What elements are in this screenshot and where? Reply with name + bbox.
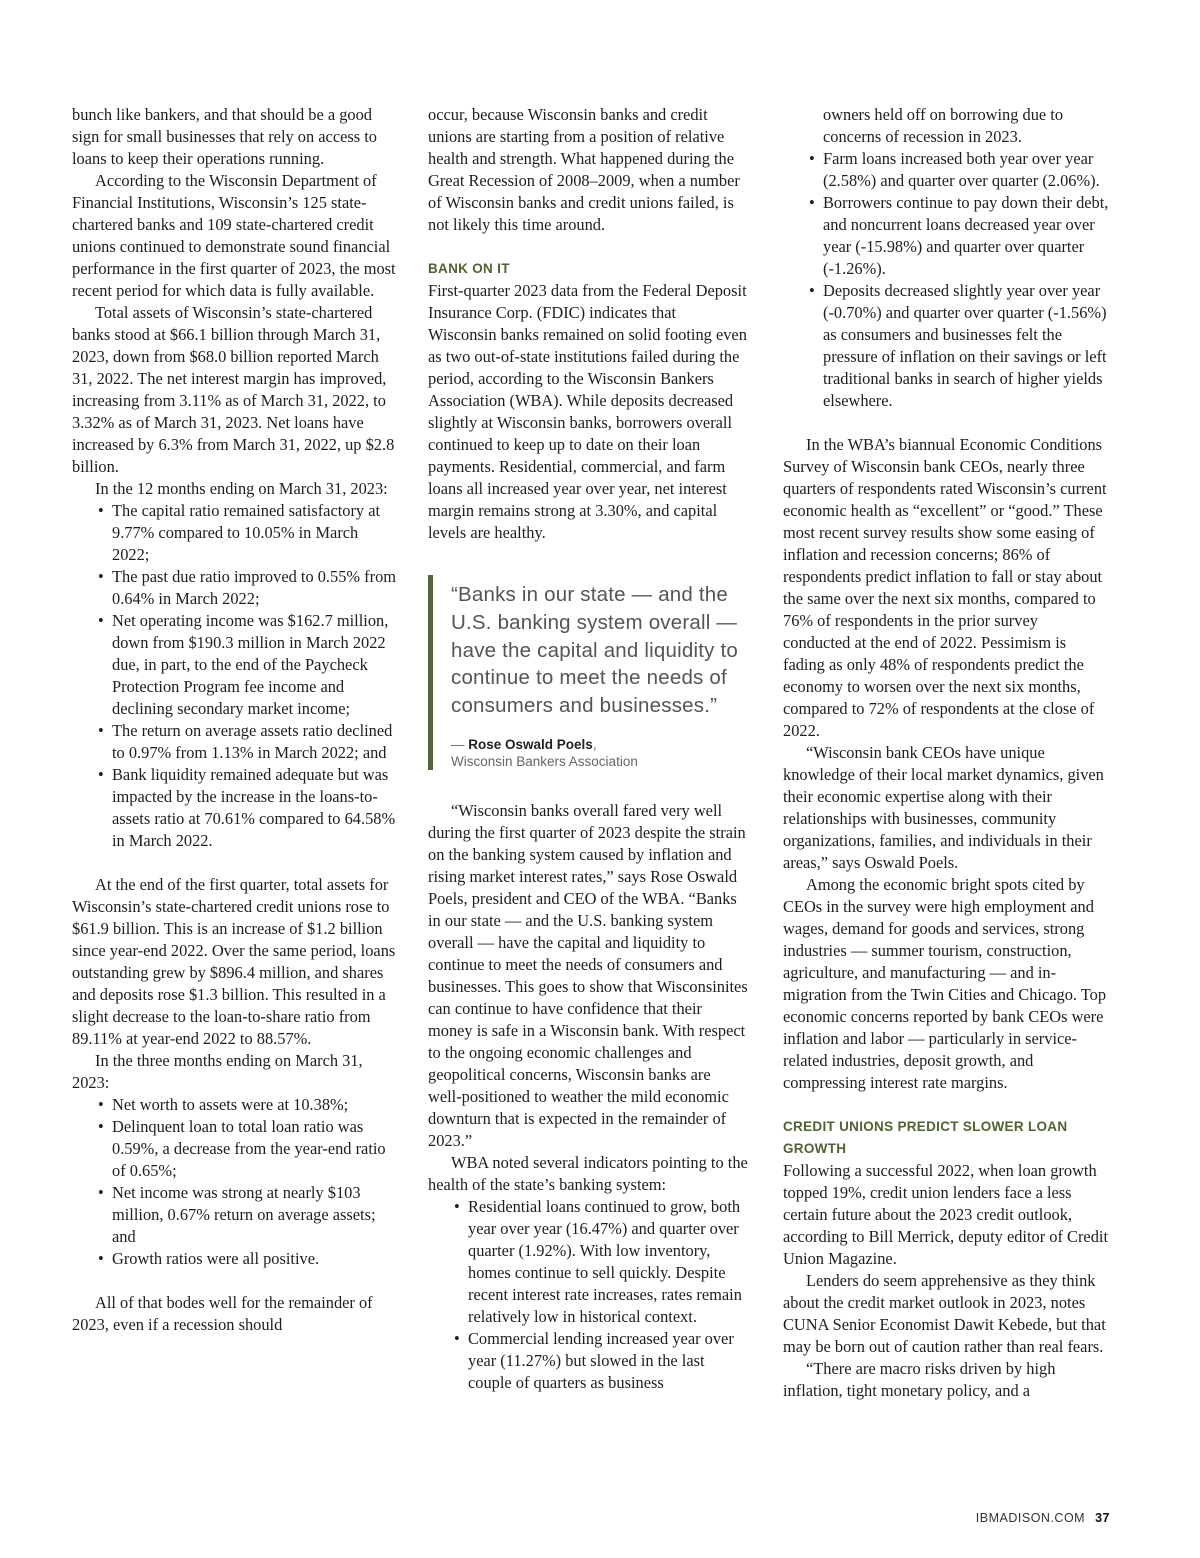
section-heading: CREDIT UNIONS PREDICT SLOWER LOAN GROWTH xyxy=(783,1119,1068,1156)
paragraph: occur, because Wisconsin banks and credit unions are starting from a position of relative health and strength. What happened during the Great Recession of 2008–2009, when a number of Wisconsin banks and credit unions failed, is not likely this time around. xyxy=(428,105,740,234)
list-item: • The capital ratio remained satisfactory at 9.77% compared to 10.05% in March 2022; xyxy=(72,500,398,566)
paragraph: Total assets of Wisconsin’s state-chartered banks stood at $66.1 billion through March 31, 2023, down from $68.0 billion reported March 31, 2022. The net interest margin has improved, increasing from 3.11% as of March 31, 2022, to 3.32% as of March 31, 2023. Net loans have increased by 6.3% from March 31, 2022, up $2.8 billion. xyxy=(72,303,395,476)
list-item: • Commercial lending increased year over year (11.27%) but slowed in the last couple of quarters as business xyxy=(428,1328,748,1394)
bullet-list xyxy=(783,104,1109,412)
list-item: • The past due ratio improved to 0.55% from 0.64% in March 2022; xyxy=(72,566,398,610)
paragraph: In the 12 months ending on March 31, 2023: xyxy=(95,479,388,498)
paragraph: bunch like bankers, and that should be a good sign for small businesses that rely on access to loans to keep their operations running. xyxy=(72,105,377,168)
pull-quote-attribution xyxy=(451,736,748,770)
column-middle xyxy=(428,104,748,1394)
paragraph: First-quarter 2023 data from the Federal Deposit Insurance Corp. (FDIC) indicates that Wisconsin banks remained on solid footing even as two out-of-state institutions failed during the period, according to the Wisconsin Bankers Association (WBA). While deposits decreased slightly at Wisconsin banks, borrowers overall continued to keep up to date on their loan payments. Residential, commercial, and farm loans all increased year over year, net interest margin remains strong at 3.30%, and capital levels are healthy. xyxy=(428,281,747,542)
column-left xyxy=(72,104,398,1336)
list-item: • Net operating income was $162.7 million, down from $190.3 million in March 2022 due, in part, to the end of the Paycheck Protection Program fee income and declining secondary market income; xyxy=(72,610,398,720)
page-number: 37 xyxy=(1095,1511,1110,1525)
bullet-list xyxy=(72,500,398,852)
paragraph: “Wisconsin bank CEOs have unique knowledge of their local market dynamics, given their economic expertise along with their relationships with businesses, community organizations, families, and individuals in their areas,” says Oswald Poels. xyxy=(783,743,1104,872)
list-item: • Farm loans increased both year over year (2.58%) and quarter over quarter (2.06%). xyxy=(783,148,1109,192)
pull-quote-text: “Banks in our state — and the U.S. banking system overall — have the capital and liquidity to continue to meet the needs of consumers and businesses.” xyxy=(451,583,738,718)
paragraph: In the three months ending on March 31, 2023: xyxy=(72,1051,363,1092)
paragraph: Lenders do seem apprehensive as they think about the credit market outlook in 2023, notes CUNA Senior Economist Dawit Kebede, but that may be born out of caution rather than real fears. xyxy=(783,1271,1106,1356)
paragraph: In the WBA’s biannual Economic Conditions Survey of Wisconsin bank CEOs, nearly three quarters of respondents rated Wisconsin’s current economic health as “excellent” or “good.” These most recent survey results show some easing of inflation and recession concerns; 86% of respondents predict inflation to fall or stay about the same over the next six months, compared to 76% of respondents in the prior survey conducted at the end of 2022. Pessimism is fading as only 48% of respondents predict the economy to worsen over the next six months, compared to 72% of respondents at the close of 2022. xyxy=(783,435,1107,740)
pull-quote xyxy=(428,575,748,770)
paragraph: “There are macro risks driven by high inflation, tight monetary policy, and a xyxy=(783,1359,1056,1400)
attribution-name: Rose Oswald Poels xyxy=(468,736,593,752)
footer-site: IBMADISON.COM xyxy=(975,1511,1086,1525)
list-item: • Growth ratios were all positive. xyxy=(72,1248,398,1270)
paragraph: All of that bodes well for the remainder of 2023, even if a recession should xyxy=(72,1293,373,1334)
list-item: • Borrowers continue to pay down their debt, and noncurrent loans decreased year over year (-15.98%) and quarter over quarter (-1.26%). xyxy=(783,192,1109,280)
list-item: • Residential loans continued to grow, both year over year (16.47%) and quarter over quarter (1.92%). With low inventory, homes continue to sell quickly. Despite recent interest rate increases, rates remain relatively low in historical context. xyxy=(428,1196,748,1328)
paragraph: WBA noted several indicators pointing to the health of the state’s banking system: xyxy=(428,1152,748,1194)
list-item: • Deposits decreased slightly year over year (-0.70%) and quarter over quarter (-1.56%) as consumers and businesses felt the pressure of inflation on their savings or left traditional banks in search of higher yields elsewhere. xyxy=(783,280,1109,412)
column-right xyxy=(783,104,1109,1402)
paragraph: “Wisconsin banks overall fared very well during the first quarter of 2023 despite the strain on the banking system caused by inflation and rising market interest rates,” says Rose Oswald Poels, president and CEO of the WBA. “Banks in our state — and the U.S. banking system overall — have the capital and liquidity to continue to meet the needs of consumers and businesses. This goes to show that Wisconsinites can continue to have confidence that their money is safe in a Wisconsin bank. With respect to the ongoing economic challenges and geopolitical concerns, Wisconsin banks are well-positioned to weather the mild economic downturn that is expected in the remainder of 2023.” xyxy=(428,800,748,1150)
attribution-org: Wisconsin Bankers Association xyxy=(451,753,638,769)
list-item: • Delinquent loan to total loan ratio was 0.59%, a decrease from the year-end ratio of 0.65%; xyxy=(72,1116,398,1182)
bullet-list xyxy=(428,1196,748,1394)
list-item: • Net income was strong at nearly $103 million, 0.67% return on average assets; and xyxy=(72,1182,398,1248)
bullet-list xyxy=(72,1094,398,1270)
attribution-comma: , xyxy=(592,736,597,752)
paragraph: Among the economic bright spots cited by CEOs in the survey were high employment and wages, demand for goods and services, strong industries — summer tourism, construction, agriculture, and manufacturing — and in-migration from the Twin Cities and Chicago. Top economic concerns reported by bank CEOs were inflation and labor — particularly in service-related industries, deposit growth, and compressing interest rate margins. xyxy=(783,875,1107,1092)
list-item-continued: owners held off on borrowing due to concerns of recession in 2023. xyxy=(823,105,1064,146)
page-footer xyxy=(976,1511,1110,1525)
paragraph: Following a successful 2022, when loan growth topped 19%, credit union lenders face a less certain future about the 2023 credit outlook, according to Bill Merrick, deputy editor of Credit Union Magazine. xyxy=(783,1161,1108,1268)
paragraph: At the end of the first quarter, total assets for Wisconsin’s state-chartered credit unions rose to $61.9 billion. This is an increase of $1.2 billion since year-end 2022. Over the same period, loans outstanding grew by $896.4 million, and shares and deposits rose $1.3 billion. This resulted in a slight decrease to the loan-to-share ratio from 89.11% at year-end 2022 to 88.57%. xyxy=(72,875,396,1048)
paragraph: According to the Wisconsin Department of Financial Institutions, Wisconsin’s 125 state-chartered banks and 109 state-chartered credit unions continued to demonstrate sound financial performance in the first quarter of 2023, the most recent period for which data is fully available. xyxy=(72,171,396,300)
list-item: • Bank liquidity remained adequate but was impacted by the increase in the loans-to-assets ratio at 70.61% compared to 64.58% in March 2022. xyxy=(72,764,398,852)
list-item: • The return on average assets ratio declined to 0.97% from 1.13% in March 2022; and xyxy=(72,720,398,764)
list-item: • Net worth to assets were at 10.38%; xyxy=(72,1094,398,1116)
section-heading: BANK ON IT xyxy=(428,261,510,276)
attribution-dash: — xyxy=(451,736,469,752)
